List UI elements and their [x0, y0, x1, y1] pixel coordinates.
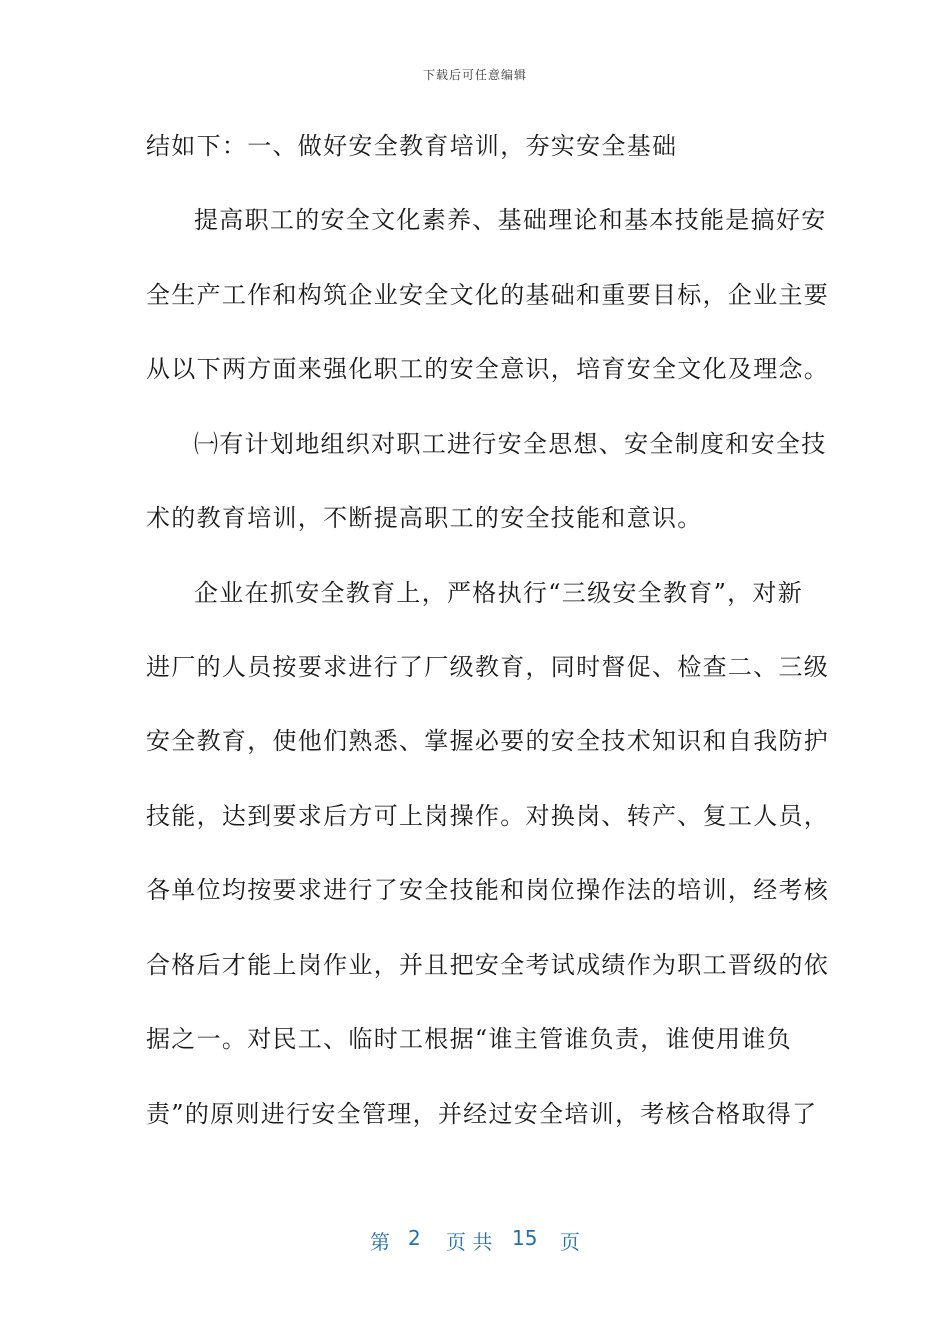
body-line: 责”的原则进行安全管理，并经过安全培训，考核合格取得了	[146, 1100, 818, 1128]
body-line: ㈠有计划地组织对职工进行安全思想、安全制度和安全技	[194, 430, 827, 458]
footer-prefix: 第	[370, 1230, 390, 1254]
body-line: 企业在抓安全教育上，严格执行“三级安全教育”，对新	[194, 579, 804, 607]
footer-total-pages: 15	[512, 1226, 538, 1250]
body-line: 据之一。对民工、临时工根据“谁主管谁负责，谁使用谁负	[146, 1025, 793, 1053]
body-line: 术的教育培训，不断提高职工的安全技能和意识。	[146, 504, 703, 532]
body-line: 技能，达到要求后方可上岗操作。对换岗、转产、复工人员，	[146, 802, 830, 830]
body-line: 各单位均按要求进行了安全技能和岗位操作法的培训，经考核	[146, 876, 830, 904]
body-line: 进厂的人员按要求进行了厂级教育，同时督促、检查二、三级	[146, 653, 830, 681]
body-line: 合格后才能上岗作业，并且把安全考试成绩作为职工晋级的依	[146, 951, 830, 979]
body-line: 全生产工作和构筑企业安全文化的基础和重要目标，企业主要	[146, 281, 830, 309]
body-line: 提高职工的安全文化素养、基础理论和基本技能是搞好安	[194, 206, 827, 234]
footer-middle: 页 共	[446, 1230, 493, 1254]
footer-current-page: 2	[408, 1226, 421, 1250]
body-line: 从以下两方面来强化职工的安全意识，培育安全文化及理念。	[146, 355, 830, 383]
body-line: 安全教育，使他们熟悉、掌握必要的安全技术知识和自我防护	[146, 727, 830, 755]
footer-suffix: 页	[560, 1230, 580, 1254]
body-line: 结如下：一、做好安全教育培训，夯实安全基础	[146, 132, 678, 160]
page-header-note: 下载后可任意编辑	[422, 68, 527, 82]
